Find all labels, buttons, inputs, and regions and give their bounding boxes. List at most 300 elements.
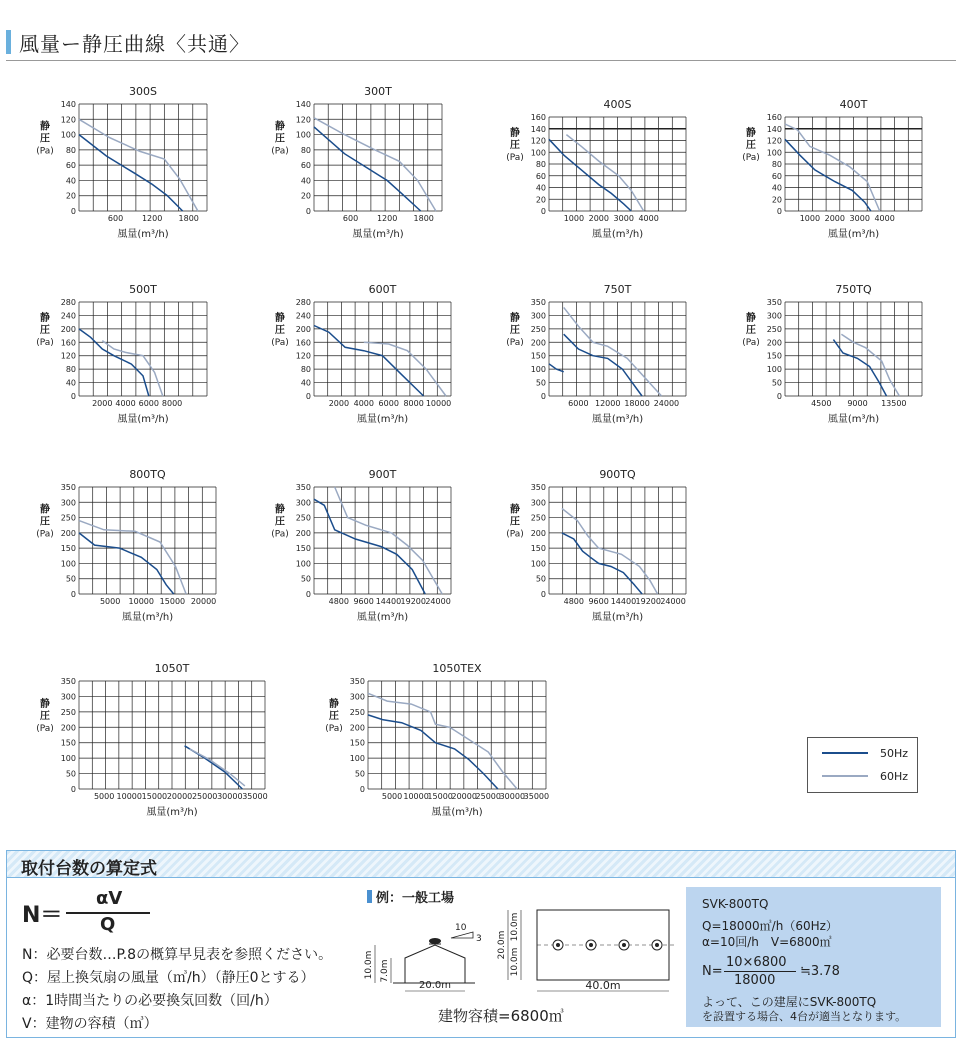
factory-diagram — [355, 905, 685, 1000]
y-tick-label: 40 — [535, 183, 546, 193]
series-line-50hz — [314, 127, 421, 211]
series-line-60hz — [314, 118, 436, 211]
y-axis-label: 静 — [40, 504, 50, 516]
x-axis-label: 風量(m³/h) — [431, 807, 483, 818]
chart-500t — [36, 283, 207, 425]
x-axis-label: 風量(m³/h) — [146, 807, 198, 818]
x-tick-label: 10000 — [116, 792, 142, 801]
y-tick-label: 150 — [530, 351, 546, 361]
y-tick-label: 350 — [530, 298, 546, 307]
x-tick-label: 24000 — [660, 597, 686, 606]
series-line-50hz — [79, 329, 149, 396]
y-tick-label: 140 — [530, 124, 546, 134]
svk-n-lhs: N= — [702, 964, 723, 979]
series-line-50hz — [549, 364, 564, 372]
x-tick-label: 8000 — [161, 399, 183, 408]
y-tick-label: 140 — [766, 124, 782, 134]
fan-plan-icon-center — [655, 943, 659, 947]
y-tick-label: 50 — [535, 574, 546, 584]
x-axis-label: 風量(m³/h) — [827, 414, 880, 425]
d2-label: 10.0m — [510, 912, 520, 942]
series-line-50hz — [79, 135, 183, 211]
y-tick-label: 0 — [305, 590, 311, 599]
chart-1050tex — [325, 662, 549, 818]
svk-note-1: よって、この建屋にSVK-800TQ — [702, 995, 877, 1009]
chart-400t — [742, 98, 922, 240]
x-tick-label: 5000 — [99, 597, 121, 606]
y-tick-label: 60 — [65, 161, 76, 171]
def-q: Q：屋上換気扇の風量（㎥/h）（静圧0とする） — [22, 970, 315, 986]
y-tick-label: 300 — [295, 498, 311, 508]
y-tick-label: 160 — [295, 338, 311, 348]
chart-title: 500T — [129, 283, 157, 296]
y-tick-label: 150 — [530, 544, 546, 554]
chart-750tq — [742, 283, 922, 425]
x-axis-label: 風量(m³/h) — [356, 612, 409, 623]
y-tick-label: 300 — [60, 692, 76, 702]
legend — [807, 737, 918, 793]
y-axis-label: 圧 — [275, 516, 285, 528]
x-tick-label: 20000 — [166, 792, 193, 801]
y-axis-label: 静 — [40, 699, 50, 710]
y-axis-label: (Pa) — [271, 529, 289, 540]
x-tick-label: 600 — [342, 214, 359, 223]
y-axis-label: (Pa) — [36, 724, 54, 734]
x-tick-label: 1200 — [376, 214, 398, 223]
svk-n-result: ≒3.78 — [800, 964, 840, 979]
svk-model: SVK-800TQ — [702, 897, 769, 911]
y-tick-label: 200 — [60, 723, 76, 733]
formula-lhs: N＝ — [22, 903, 63, 928]
x-tick-label: 4800 — [563, 597, 584, 606]
x-tick-label: 2000 — [824, 214, 845, 223]
x-tick-label: 35000 — [523, 792, 550, 801]
y-tick-label: 120 — [60, 351, 76, 361]
x-tick-label: 10000 — [425, 399, 452, 408]
y-tick-label: 150 — [295, 544, 311, 554]
y-tick-label: 250 — [530, 324, 546, 334]
y-axis-label: 静 — [746, 313, 756, 324]
y-tick-label: 350 — [60, 483, 76, 492]
chart-title: 400T — [839, 98, 868, 111]
def-n: N：必要台数…P.8の概算早見表を参照ください。 — [22, 947, 333, 963]
y-tick-label: 100 — [295, 559, 311, 569]
y-axis-label: 静 — [275, 121, 285, 133]
x-tick-label: 1800 — [178, 214, 199, 223]
y-tick-label: 0 — [70, 785, 76, 794]
x-tick-label: 15000 — [427, 792, 453, 801]
y-tick-label: 0 — [776, 392, 782, 401]
svk-n-denominator: 18000 — [734, 973, 776, 988]
x-tick-label: 8000 — [403, 399, 424, 408]
y-tick-label: 120 — [766, 136, 782, 146]
legend-item-50hz — [822, 746, 908, 760]
x-tick-label: 25000 — [191, 792, 218, 801]
w2-label: 40.0m — [585, 979, 621, 992]
x-tick-label: 1200 — [141, 214, 163, 223]
y-tick-label: 150 — [60, 544, 76, 554]
y-tick-label: 160 — [530, 113, 546, 122]
chart-800tq — [36, 468, 216, 623]
legend-line-60hz — [822, 775, 868, 777]
x-tick-label: 5000 — [381, 792, 403, 801]
formula-numerator: αV — [96, 888, 123, 909]
y-axis-label: (Pa) — [506, 529, 524, 540]
y-tick-label: 350 — [530, 483, 546, 492]
x-tick-label: 12000 — [594, 399, 621, 408]
x-tick-label: 10000 — [403, 792, 429, 801]
y-tick-label: 120 — [530, 136, 546, 146]
x-tick-label: 4000 — [353, 399, 374, 408]
y-tick-label: 250 — [530, 513, 546, 523]
y-tick-label: 100 — [530, 559, 546, 569]
y-tick-label: 80 — [300, 145, 311, 155]
y-tick-label: 50 — [535, 378, 546, 388]
y-tick-label: 100 — [349, 754, 365, 764]
x-tick-label: 30000 — [499, 792, 526, 801]
y-tick-label: 80 — [771, 160, 782, 169]
y-tick-label: 350 — [295, 483, 311, 492]
series-line-50hz — [833, 340, 886, 396]
slope-side-label: 3 — [476, 934, 482, 944]
y-axis-label: 圧 — [275, 133, 285, 145]
x-tick-label: 600 — [107, 214, 124, 223]
page-title: 風量ー静圧曲線〈共通〉 — [19, 31, 250, 56]
d3-label: 10.0m — [510, 947, 520, 977]
chart-title: 600T — [368, 283, 397, 296]
series-line-60hz — [79, 521, 186, 594]
y-tick-label: 40 — [65, 378, 76, 388]
def-alpha: α：1時間当たりの必要換気回数（回/h） — [22, 993, 278, 1009]
y-axis-label: 静 — [40, 313, 50, 324]
x-tick-label: 1000 — [563, 214, 585, 223]
example-label-text: 例：一般工場 — [376, 891, 455, 906]
y-tick-label: 40 — [65, 176, 76, 186]
y-tick-label: 0 — [305, 392, 311, 401]
y-tick-label: 100 — [766, 365, 782, 375]
y-tick-label: 250 — [766, 324, 782, 334]
y-tick-label: 300 — [60, 498, 76, 508]
y-tick-label: 300 — [530, 498, 546, 508]
y-tick-label: 300 — [766, 311, 782, 321]
y-tick-label: 50 — [65, 574, 76, 584]
chart-title: 1050T — [154, 662, 190, 675]
series-line-60hz — [102, 341, 163, 396]
y-axis-label: 圧 — [40, 711, 50, 722]
y-tick-label: 80 — [535, 160, 546, 169]
y-tick-label: 120 — [295, 115, 311, 125]
x-tick-label: 3000 — [849, 214, 870, 223]
y-tick-label: 200 — [530, 528, 546, 538]
y-tick-label: 0 — [776, 207, 782, 216]
x-tick-label: 9000 — [847, 399, 868, 408]
x-tick-label: 2000 — [92, 399, 113, 408]
y-tick-label: 120 — [60, 115, 76, 125]
y-tick-label: 250 — [60, 513, 76, 523]
svk-alpha-v: α=10回/h V=6800㎥ — [702, 935, 832, 949]
x-tick-label: 30000 — [217, 792, 243, 801]
x-tick-label: 24000 — [653, 399, 680, 408]
y-tick-label: 250 — [60, 707, 76, 717]
x-tick-label: 4500 — [811, 399, 832, 408]
x-tick-label: 3000 — [613, 214, 634, 223]
x-tick-label: 4000 — [115, 399, 136, 408]
y-axis-label: 圧 — [275, 325, 285, 336]
y-tick-label: 20 — [535, 195, 546, 205]
formula-denominator: Q — [100, 914, 116, 935]
y-tick-label: 160 — [766, 113, 782, 122]
fan-plan-icon-center — [589, 943, 593, 947]
y-axis-label: 圧 — [329, 711, 339, 722]
y-tick-label: 100 — [60, 130, 76, 140]
x-axis-label: 風量(m³/h) — [356, 414, 409, 425]
y-tick-label: 20 — [771, 195, 782, 205]
y-tick-label: 120 — [295, 351, 311, 361]
series-line-60hz — [335, 487, 443, 594]
x-axis-label: 風量(m³/h) — [827, 229, 880, 240]
y-tick-label: 0 — [70, 392, 76, 401]
chart-300s — [36, 85, 207, 240]
y-tick-label: 40 — [300, 176, 311, 186]
x-tick-label: 35000 — [242, 792, 268, 801]
legend-line-50hz — [822, 752, 868, 754]
y-tick-label: 350 — [766, 298, 782, 307]
chart-title: 400S — [603, 98, 632, 111]
y-tick-label: 150 — [349, 738, 365, 748]
y-tick-label: 0 — [359, 785, 365, 794]
y-tick-label: 150 — [60, 738, 76, 748]
chart-title: 750TQ — [835, 283, 872, 296]
y-tick-label: 50 — [300, 574, 311, 584]
y-tick-label: 0 — [540, 207, 546, 216]
x-tick-label: 9600 — [353, 597, 374, 606]
y-tick-label: 40 — [300, 378, 311, 388]
chart-title: 300T — [364, 85, 392, 98]
x-axis-label: 風量(m³/h) — [117, 414, 169, 425]
d1-label: 20.0m — [497, 930, 507, 960]
w1-label: 20.0m — [418, 980, 452, 991]
example-marker — [367, 890, 372, 903]
y-tick-label: 280 — [295, 298, 311, 307]
x-axis-label: 風量(m³/h) — [352, 229, 404, 240]
y-axis-label: 圧 — [510, 325, 520, 336]
chart-title: 1050TEX — [432, 662, 482, 675]
y-tick-label: 60 — [300, 161, 311, 171]
x-axis-label: 風量(m³/h) — [591, 414, 644, 425]
x-tick-label: 1800 — [413, 214, 434, 223]
fan-plan-icon-center — [622, 943, 626, 947]
x-tick-label: 15000 — [159, 597, 186, 606]
x-tick-label: 14400 — [375, 597, 402, 606]
svk-n-numerator: 10×6800 — [726, 955, 787, 970]
series-line-50hz — [564, 334, 642, 396]
y-axis-label: 圧 — [40, 516, 50, 528]
chart-900tq — [506, 468, 686, 623]
y-tick-label: 200 — [766, 338, 782, 348]
y-tick-label: 100 — [60, 559, 76, 569]
chart-300t — [271, 85, 442, 240]
y-axis-label: 静 — [275, 313, 285, 324]
y-tick-label: 350 — [349, 677, 365, 686]
x-tick-label: 6000 — [378, 399, 399, 408]
y-tick-label: 80 — [300, 365, 311, 375]
x-tick-label: 15000 — [141, 792, 168, 801]
fan-side-icon — [429, 938, 441, 944]
y-tick-label: 0 — [305, 207, 311, 216]
y-tick-label: 200 — [349, 723, 365, 733]
svk-q: Q=18000㎥/h（60Hz） — [702, 919, 838, 933]
y-tick-label: 200 — [60, 528, 76, 538]
calc-section-header — [6, 850, 956, 878]
example-label — [367, 887, 454, 906]
y-tick-label: 140 — [295, 100, 311, 109]
y-tick-label: 100 — [60, 754, 76, 764]
y-tick-label: 140 — [60, 100, 76, 109]
x-tick-label: 19200 — [635, 597, 661, 606]
y-axis-label: (Pa) — [36, 338, 54, 348]
building-volume: 建物容積=6800㎥ — [438, 1007, 564, 1025]
series-line-50hz — [368, 715, 498, 789]
x-tick-label: 6000 — [138, 399, 159, 408]
series-line-60hz — [841, 334, 899, 396]
def-v: V：建物の容積（㎥） — [22, 1016, 158, 1032]
y-axis-label: 静 — [510, 128, 520, 139]
y-axis-label: 静 — [40, 121, 50, 133]
y-tick-label: 50 — [65, 769, 76, 779]
y-tick-label: 60 — [771, 171, 782, 181]
x-tick-label: 24000 — [425, 597, 451, 606]
y-tick-label: 100 — [295, 130, 311, 140]
factory-side-outline — [405, 945, 465, 983]
y-tick-label: 200 — [295, 528, 311, 538]
x-axis-label: 風量(m³/h) — [591, 612, 644, 623]
chart-750t — [506, 283, 686, 425]
y-axis-label: 静 — [329, 699, 339, 710]
y-tick-label: 160 — [60, 338, 76, 348]
calc-section-title: 取付台数の算定式 — [21, 859, 157, 879]
legend-item-60hz — [822, 769, 908, 783]
y-tick-label: 80 — [65, 145, 76, 155]
slope-top-label: 10 — [455, 923, 467, 933]
y-axis-label: 静 — [510, 313, 520, 324]
y-axis-label: (Pa) — [271, 146, 289, 157]
y-axis-label: 静 — [746, 128, 756, 139]
legend-label-60hz: 60Hz — [880, 769, 909, 783]
y-tick-label: 50 — [771, 378, 782, 388]
svk-n-bar — [724, 971, 796, 972]
svk-note-2: を設置する場合、4台が適当となります。 — [702, 1010, 907, 1023]
y-tick-label: 250 — [349, 707, 365, 717]
h1-label: 10.0m — [364, 950, 374, 980]
y-axis-label: 静 — [275, 504, 285, 516]
x-tick-label: 4800 — [328, 597, 349, 606]
y-axis-label: (Pa) — [271, 338, 289, 348]
y-tick-label: 300 — [530, 311, 546, 321]
x-axis-label: 風量(m³/h) — [591, 229, 644, 240]
y-tick-label: 280 — [60, 298, 76, 307]
y-axis-label: 圧 — [510, 516, 520, 528]
y-tick-label: 60 — [535, 171, 546, 181]
y-tick-label: 150 — [766, 351, 782, 361]
y-tick-label: 0 — [540, 392, 546, 401]
chart-title: 300S — [129, 85, 157, 98]
x-axis-label: 風量(m³/h) — [121, 612, 174, 623]
y-tick-label: 300 — [349, 692, 365, 702]
x-tick-label: 25000 — [475, 792, 501, 801]
y-axis-label: (Pa) — [36, 529, 54, 540]
fan-plan-icon-center — [556, 943, 560, 947]
x-tick-label: 6000 — [568, 399, 589, 408]
chart-600t — [271, 283, 451, 425]
y-axis-label: (Pa) — [36, 146, 54, 157]
y-axis-label: 圧 — [40, 133, 50, 145]
y-axis-label: 静 — [510, 504, 520, 516]
x-tick-label: 14400 — [610, 597, 637, 606]
series-line-50hz — [785, 139, 871, 211]
y-tick-label: 20 — [300, 191, 311, 201]
y-axis-label: 圧 — [510, 140, 520, 151]
chart-title: 900TQ — [599, 468, 636, 481]
h2-label: 7.0m — [380, 959, 390, 983]
y-tick-label: 0 — [70, 207, 76, 216]
chart-900t — [271, 468, 451, 623]
svk-example-box — [686, 887, 941, 1027]
y-axis-label: 圧 — [40, 325, 50, 336]
x-tick-label: 1000 — [799, 214, 821, 223]
y-axis-label: (Pa) — [325, 724, 343, 734]
y-tick-label: 200 — [295, 324, 311, 334]
chart-1050t — [36, 662, 267, 818]
series-line-60hz — [785, 124, 880, 211]
chart-title: 900T — [368, 468, 397, 481]
x-tick-label: 13500 — [881, 399, 907, 408]
y-tick-label: 200 — [60, 324, 76, 334]
x-tick-label: 4000 — [874, 214, 895, 223]
x-tick-label: 20000 — [451, 792, 477, 801]
y-tick-label: 50 — [354, 769, 365, 779]
y-axis-label: (Pa) — [742, 338, 760, 348]
x-tick-label: 5000 — [93, 792, 115, 801]
y-tick-label: 100 — [530, 365, 546, 375]
x-tick-label: 9600 — [588, 597, 609, 606]
y-tick-label: 80 — [65, 365, 76, 375]
x-tick-label: 20000 — [190, 597, 217, 606]
y-tick-label: 0 — [70, 590, 76, 599]
y-tick-label: 20 — [65, 191, 76, 201]
x-tick-label: 4000 — [638, 214, 659, 223]
y-tick-label: 240 — [60, 311, 76, 321]
y-tick-label: 0 — [540, 590, 546, 599]
chart-400s — [506, 98, 686, 240]
y-tick-label: 100 — [766, 148, 782, 158]
y-axis-label: 圧 — [746, 325, 756, 336]
y-tick-label: 350 — [60, 677, 76, 686]
chart-title: 800TQ — [129, 468, 166, 481]
y-axis-label: 圧 — [746, 140, 756, 151]
y-axis-label: (Pa) — [742, 153, 760, 163]
y-tick-label: 240 — [295, 311, 311, 321]
x-axis-label: 風量(m³/h) — [117, 229, 169, 240]
x-tick-label: 2000 — [588, 214, 609, 223]
x-tick-label: 18000 — [624, 399, 650, 408]
chart-title: 750T — [603, 283, 632, 296]
y-tick-label: 100 — [530, 148, 546, 158]
x-tick-label: 10000 — [128, 597, 154, 606]
series-line-60hz — [368, 693, 517, 789]
series-line-50hz — [185, 746, 243, 789]
y-tick-label: 250 — [295, 513, 311, 523]
y-axis-label: (Pa) — [506, 338, 524, 348]
